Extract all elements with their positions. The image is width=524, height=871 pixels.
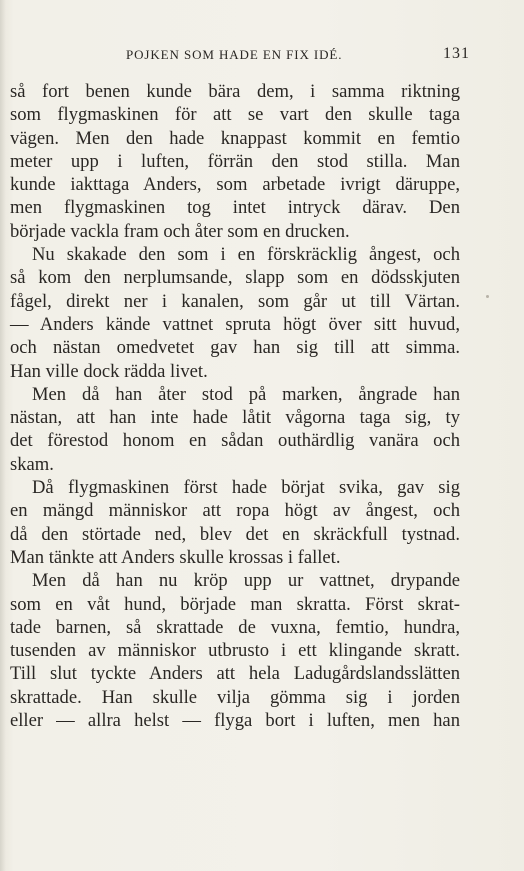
text-line: nästan, att han inte hade låtit vågorna taga sig, ty bbox=[10, 407, 460, 429]
text-line: men flygmaskinen tog intet intryck därav. Den bbox=[10, 197, 460, 219]
running-head bbox=[10, 47, 470, 67]
text-line: skam. bbox=[10, 453, 54, 475]
text-line: en mängd människor att ropa högt av ångest, och bbox=[10, 500, 460, 522]
text-line: vägen. Men den hade knappast kommit en femtio bbox=[10, 127, 460, 149]
running-head-title: POJKEN SOM HADE EN FIX IDÉ. bbox=[126, 47, 343, 62]
paragraph-first-line: Men då han åter stod på marken, ångrade han bbox=[32, 383, 460, 405]
text-line: Till slut tyckte Anders att hela Ladugårdslandsslätten bbox=[10, 663, 460, 685]
paragraph-first-line: Då flygmaskinen först hade börjat svika, gav sig bbox=[32, 477, 460, 499]
text-line: och nästan omedvetet gav han sig till att simma. bbox=[10, 337, 460, 359]
text-line: som flygmaskinen för att se vart den skulle taga bbox=[10, 104, 460, 126]
paragraph-first-line: Men då han nu kröp upp ur vattnet, drypande bbox=[32, 570, 460, 592]
page-number: 131 bbox=[443, 45, 470, 62]
text-line: det förestod honom en sådan outhärdlig vanära och bbox=[10, 430, 460, 452]
text-line: eller — allra helst — flyga bort i luften, men han bbox=[10, 710, 460, 732]
text-line: Man tänkte att Anders skulle krossas i fallet. bbox=[10, 546, 341, 568]
text-line: så fort benen kunde bära dem, i samma riktning bbox=[10, 81, 460, 102]
text-line: började vackla fram och åter som en drucken. bbox=[10, 220, 350, 242]
gutter-shadow bbox=[0, 0, 6, 871]
text-line: fågel, direkt ner i kanalen, som går ut till Värtan. bbox=[10, 290, 460, 312]
text-line: så kom den nerplumsande, slapp som en dödsskjuten bbox=[10, 267, 460, 289]
body-text bbox=[10, 80, 460, 732]
text-line: kunde iakttaga Anders, som arbetade ivrigt däruppe, bbox=[10, 174, 460, 196]
text-line: som en våt hund, började man skratta. Först skrat- bbox=[10, 593, 460, 615]
paragraph-first-line: Nu skakade den som i en förskräcklig ångest, och bbox=[32, 244, 460, 266]
text-line: tade barnen, så skrattade de vuxna, femtio, hundra, bbox=[10, 616, 460, 638]
text-line: — Anders kände vattnet spruta högt över sitt huvud, bbox=[10, 313, 460, 335]
text-line: skrattade. Han skulle vilja gömma sig i jorden bbox=[10, 686, 460, 708]
text-line: meter upp i luften, förrän den stod stilla. Man bbox=[10, 150, 460, 172]
text-line: tusenden av människor utbrusto i ett klingande skratt. bbox=[10, 640, 460, 662]
margin-speck bbox=[486, 295, 489, 298]
text-line: Han ville dock rädda livet. bbox=[10, 360, 208, 382]
text-line: då den störtade ned, blev det en skräckfull tystnad. bbox=[10, 523, 460, 545]
